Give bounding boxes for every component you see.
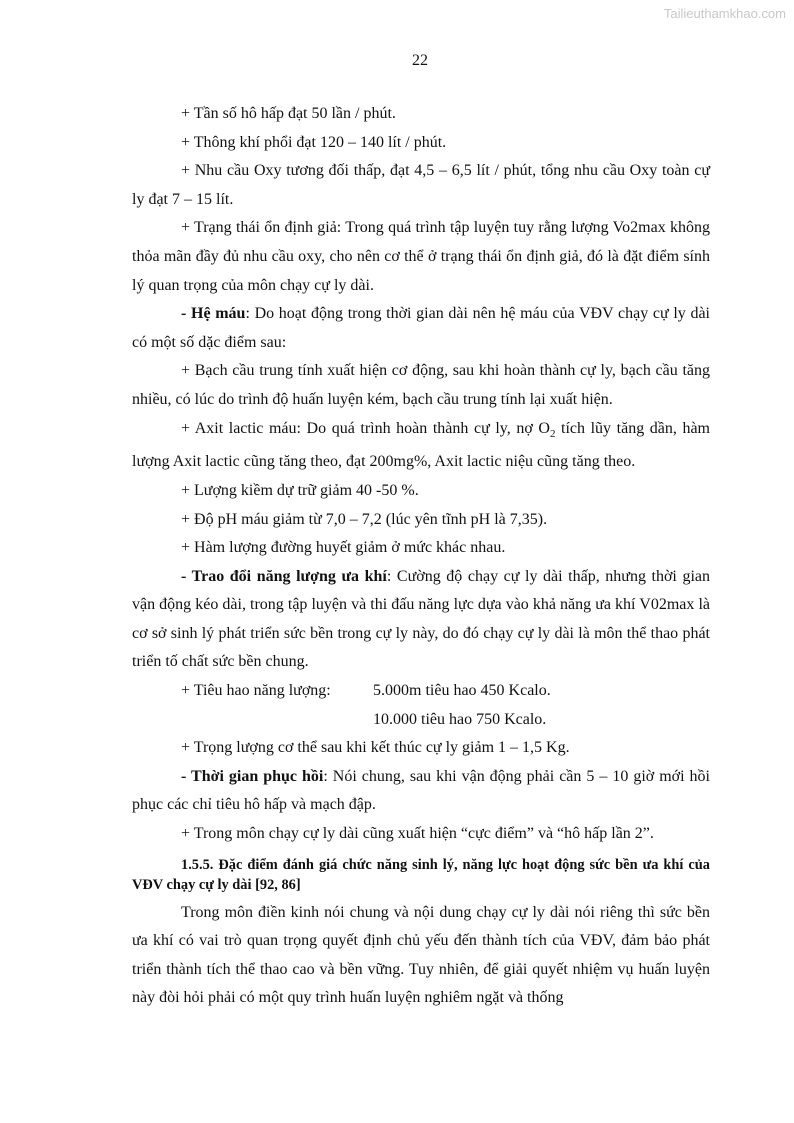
- paragraph-text: : Cường độ chạy cự ly dài thấp, nhưng thời gian vận động kéo dài, trong tập luyện và thi đấu năng lực dựa vào khả năng ưa khí V02max là cơ sở sinh lý phát triển sức bền trong cự ly này, do đó chạy cự ly dài là môn thể thao phát triển tố chất sức bền chung.: [132, 567, 710, 671]
- energy-label-spacer: [181, 706, 373, 735]
- paragraph: + Trọng lượng cơ thể sau khi kết thúc cự ly giảm 1 – 1,5 Kg.: [181, 739, 570, 757]
- energy-row: [132, 677, 710, 706]
- paragraph: + Trạng thái ổn định giả: Trong quá trình tập luyện tuy rằng lượng Vo2max không thỏa mãn đầy đủ nhu cầu oxy, cho nên cơ thể ở trạng thái ổn định giả, đó là đặt điểm sính lý quan trọng của môn chạy cự ly dài.: [132, 219, 710, 294]
- paragraph: Trong môn điền kinh nói chung và nội dung chạy cự ly dài nói riêng thì sức bền ưa khí có vai trò quan trọng quyết định chủ yếu đến thành tích của VĐV, đảm bảo phát triển thành tích thể thao cao và bền vững. Tuy nhiên, để giải quyết nhiệm vụ huấn luyện này đòi hỏi phải có một quy trình huấn luyện nghiêm ngặt và thống: [132, 903, 710, 1007]
- paragraph: + Tần số hô hấp đạt 50 lần / phút.: [181, 105, 396, 122]
- energy-value: 5.000m tiêu hao 450 Kcalo.: [373, 682, 551, 700]
- paragraph: + Lượng kiềm dự trữ giảm 40 -50 %.: [181, 481, 419, 499]
- page-number: 22: [412, 52, 428, 69]
- paragraph: + Thông khí phổi đạt 120 – 140 lít / phút.: [181, 133, 447, 151]
- paragraph: + Bạch cầu trung tính xuất hiện cơ động, sau khi hoàn thành cự ly, bạch cầu tăng nhiều, có lúc do trình độ huấn luyện kém, bạch cầu trung tính lại xuất hiện.: [132, 362, 710, 408]
- section-label: - Hệ máu: [181, 305, 246, 323]
- paragraph: + Hàm lượng đường huyết giảm ở mức khác nhau.: [181, 539, 506, 557]
- subscript: 2: [549, 427, 556, 440]
- paragraph-blood-system: [132, 300, 710, 357]
- document-body: [132, 100, 710, 1013]
- paragraph: + Trong môn chạy cự ly dài cũng xuất hiện “cực điểm” và “hô hấp lần 2”.: [181, 825, 654, 843]
- paragraph-text: tích lũy tăng dần, hàm lượng Axit lactic cũng tăng theo, đạt 200mg%, Axit lactic niệu cũng tăng theo.: [132, 419, 711, 471]
- paragraph-recovery: [132, 763, 710, 820]
- paragraph-text: + Axit lactic máu: Do quá trình hoàn thành cự ly, nợ O: [181, 419, 550, 437]
- paragraph-text: : Nói chung, sau khi vận động phải cần 5 – 10 giờ mới hồi phục các chỉ tiêu hô hấp và mạch đập.: [132, 767, 710, 814]
- energy-value: 10.000 tiêu hao 750 Kcalo.: [373, 710, 547, 728]
- paragraph-text: : Do hoạt động trong thời gian dài nên hệ máu của VĐV chạy cự ly dài có một số dặc điểm sau:: [132, 305, 710, 351]
- watermark: Tailieuthamkhao.com: [663, 6, 786, 21]
- paragraph: + Nhu cầu Oxy tương đối thấp, đạt 4,5 – 6,5 lít / phút, tổng nhu cầu Oxy toàn cự ly đạt 7 – 15 lít.: [132, 162, 710, 208]
- section-label: - Thời gian phục hồi: [181, 767, 324, 785]
- energy-label: + Tiêu hao năng lượng:: [181, 682, 331, 700]
- paragraph-lactic: [132, 415, 710, 477]
- paragraph: + Độ pH máu giảm từ 7,0 – 7,2 (lúc yên tĩnh pH là 7,35).: [181, 510, 548, 528]
- energy-row: [132, 706, 710, 735]
- section-heading: 1.5.5. Đặc điểm đánh giá chức năng sinh lý, năng lực hoạt động sức bền ưa khí của VĐV chạy cự ly dài [92, 86]: [132, 856, 710, 893]
- section-label: - Trao đổi năng lượng ưa khí: [181, 567, 387, 585]
- paragraph-aerobic: [132, 563, 710, 677]
